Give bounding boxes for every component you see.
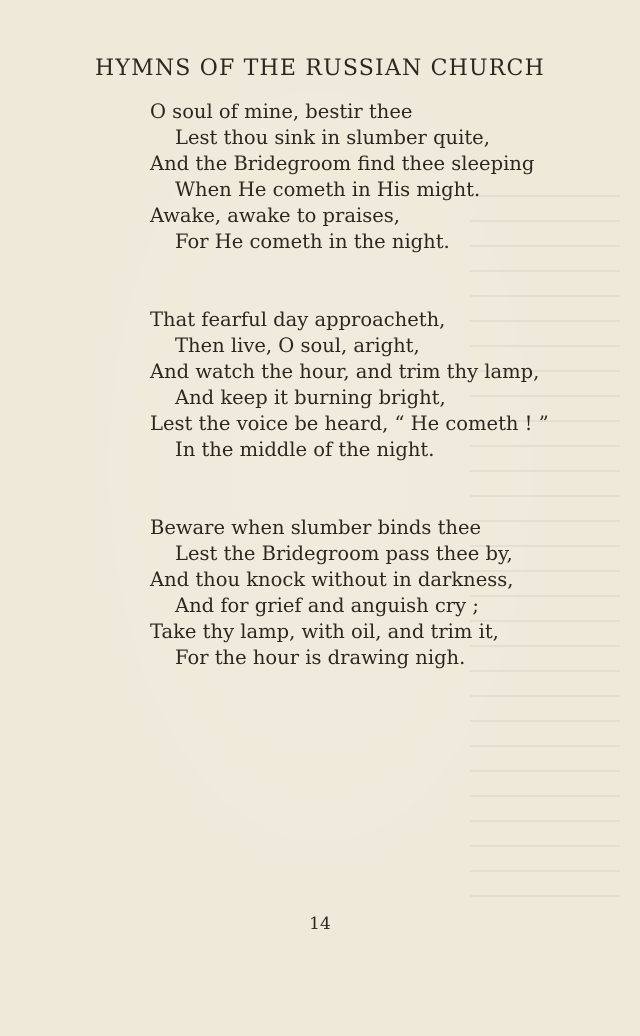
verse-line: For He cometh in the night.: [175, 230, 450, 253]
verse-line: And keep it burning bright,: [175, 386, 446, 409]
verse-line: Lest thou sink in slumber quite,: [175, 126, 490, 149]
verse-line: O soul of mine, bestir thee: [150, 100, 413, 123]
verse-line: In the middle of the night.: [175, 438, 435, 461]
verse-line: Then live, O soul, aright,: [175, 334, 420, 357]
hymn-text: [150, 99, 620, 723]
page-number: 14: [309, 914, 331, 934]
stanza-2: [150, 307, 620, 463]
verse-line: When He cometh in His might.: [175, 178, 481, 201]
verse-line: And the Bridegroom find thee sleeping: [150, 152, 535, 175]
verse-line: Beware when slumber binds thee: [150, 516, 482, 539]
running-head: HYMNS OF THE RUSSIAN CHURCH: [95, 56, 545, 81]
verse-line: For the hour is drawing nigh.: [175, 646, 466, 669]
verse-line: Lest the voice be heard, “ He cometh ! ”: [150, 412, 549, 435]
verse-line: Lest the Bridegroom pass thee by,: [175, 542, 513, 565]
verse-line: And for grief and anguish cry ;: [175, 594, 479, 617]
verse-line: And thou knock without in darkness,: [150, 568, 514, 591]
verse-line: And watch the hour, and trim thy lamp,: [150, 360, 540, 383]
verse-line: Awake, awake to praises,: [150, 204, 400, 227]
stanza-1: [150, 99, 620, 255]
verse-line: Take thy lamp, with oil, and trim it,: [150, 620, 499, 643]
verse-line: That fearful day approacheth,: [150, 308, 446, 331]
stanza-3: [150, 515, 620, 671]
